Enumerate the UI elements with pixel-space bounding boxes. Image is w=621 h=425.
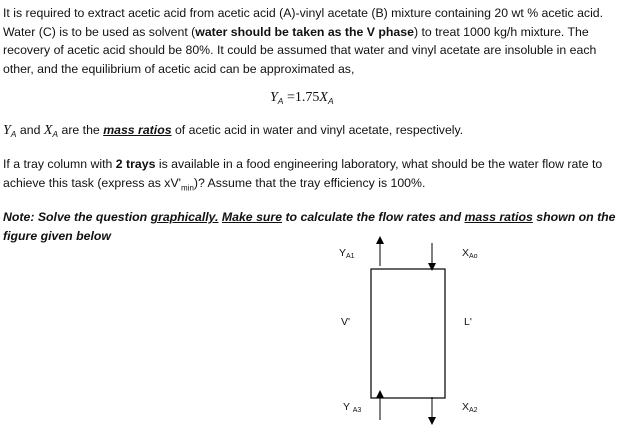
v-phase-emphasis: water should be taken as the V phase [195, 24, 414, 39]
label-v-prime: V' [341, 316, 351, 328]
def-y-sub: A [10, 129, 17, 139]
eq-rhs: X [319, 90, 328, 105]
question-text-1: If a tray column with [3, 157, 116, 171]
def-text-2: of acetic acid in water and vinyl acetate, respectively. [171, 123, 464, 137]
label-xa0: $X_{Ao}$ [462, 247, 478, 260]
note-text-4: shown on the figure given below [3, 210, 616, 243]
label-l-prime: L' [464, 316, 472, 328]
note-make-sure: Make sure [221, 210, 283, 224]
def-text-1: are the [58, 123, 104, 137]
label-xa2: $X_{A2}$ [462, 401, 478, 414]
question-min-sub: min [181, 182, 194, 192]
eq-rhs-sub: A [327, 96, 334, 106]
note-text-1: Note: Solve the question [3, 210, 151, 224]
tray-column-box [371, 269, 445, 398]
def-x: X [43, 123, 53, 138]
def-mass-ratios: mass ratios [103, 123, 172, 137]
intro-text-1: It is required to extract acetic acid from acetic acid (A)-vinyl acetate (B) mixture containing 20 wt % acetic acid. Water (C) is to be used as solvent ( [3, 6, 604, 39]
question-text-2: is available in a food engineering laboratory, what should be the water flow rate to achieve this task (express as xV' [3, 157, 603, 190]
eq-lhs: Y [270, 90, 278, 105]
question-text-3: )? Assume that the tray efficiency is 100%. [193, 175, 426, 190]
intro-text-2: ) to treat 1000 kg/h mixture. The recovery of acetic acid should be 80%. It could be assumed that water and vinyl acetate are insoluble in each other, and the equilibrium of acetic acid can be approximated as, [3, 24, 597, 76]
def-x-sub: A [52, 129, 59, 139]
def-and: and [16, 123, 44, 137]
eq-lhs-sub: A [277, 96, 284, 106]
note-graphically: graphically. [150, 210, 219, 224]
trays-emphasis: 2 trays [115, 157, 156, 171]
label-ya1: $Y_{A1}$ [339, 247, 355, 260]
note-text-3: to calculate the flow rates and [282, 210, 465, 224]
eq-middle: =1.75 [283, 90, 320, 105]
def-y: Y [3, 123, 11, 138]
note-mass-ratios: mass ratios [464, 210, 533, 224]
label-ya3: Y $_{A3}$ [343, 401, 362, 414]
